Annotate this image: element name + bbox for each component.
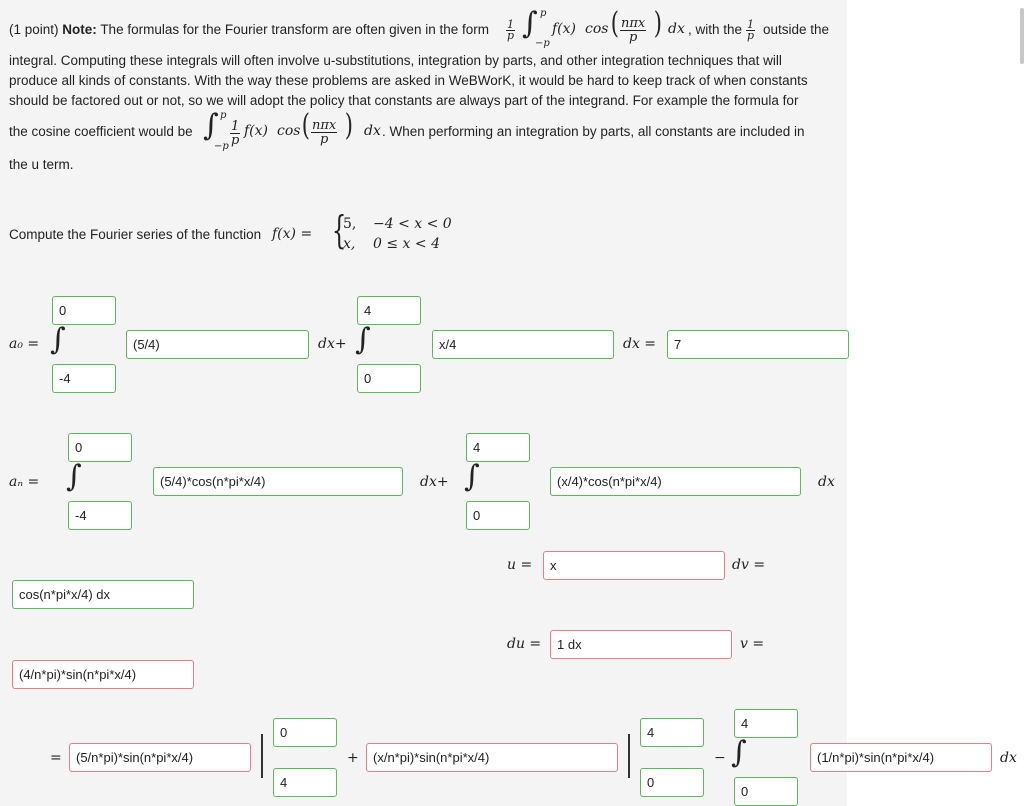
note-text-c: outside the	[763, 22, 830, 37]
cos-text: cos	[585, 21, 609, 37]
case1-condition: −4 < x < 0	[373, 216, 452, 232]
frac-num: 1	[507, 18, 515, 31]
int3-integrand-input[interactable]: (1/n*pi)*sin(n*pi*x/4)	[810, 743, 992, 772]
note-text-b: , with the	[688, 22, 743, 37]
an-label: aₙ =	[9, 474, 40, 490]
frac-den: p	[747, 29, 755, 42]
integral-upper-limit: p	[540, 8, 547, 19]
paren-open: (	[301, 108, 310, 143]
plus-sign: +	[347, 750, 359, 766]
note-line-6: the u term.	[9, 157, 74, 172]
frac-den: p	[319, 132, 329, 147]
eval2-lower-input[interactable]: 0	[640, 768, 704, 797]
compute-text: Compute the Fourier series of the function	[9, 227, 262, 242]
int3-upper-input[interactable]: 4	[734, 709, 798, 738]
integral-sign: ∫	[355, 322, 371, 357]
dx-text: dx	[364, 123, 381, 139]
integral-lower-limit: −p	[214, 141, 229, 152]
note-line-3: produce all kinds of constants. With the way these problems are asked in WeBWorK, it would be hard to keep track of when constants	[9, 73, 808, 88]
integral-sign: ∫	[464, 459, 480, 494]
eval2-expression-input[interactable]: (x/n*pi)*sin(n*pi*x/4)	[366, 743, 618, 772]
a0-label: a₀ =	[9, 336, 40, 352]
v-label: v =	[740, 636, 765, 652]
integral-sign: ∫	[522, 6, 538, 41]
fraction-npix-over-p	[620, 17, 646, 44]
case1-value: 5,	[343, 216, 357, 232]
note-text-a: The formulas for the Fourier transform are often given in the form	[100, 22, 489, 37]
piecewise-brace: {	[331, 208, 347, 252]
fraction-npix-over-p	[311, 119, 337, 146]
f-definition: f(x) =	[272, 226, 313, 242]
paren-open: (	[610, 6, 619, 41]
equals-sign: =	[50, 750, 62, 766]
an-int2-upper-input[interactable]: 4	[466, 433, 530, 462]
int3-lower-input[interactable]: 0	[734, 777, 798, 806]
dv-input[interactable]: cos(n*pi*x/4) dx	[12, 580, 194, 609]
minus-sign: −	[714, 750, 726, 766]
f-of-x: f(x)	[552, 21, 577, 37]
integral-sign: ∫	[66, 459, 82, 494]
paren-close: )	[344, 108, 353, 143]
scrollbar-thumb[interactable]	[1020, 8, 1024, 64]
an-integrand1-input[interactable]: (5/4)*cos(n*pi*x/4)	[153, 467, 403, 496]
dv-label: dv =	[732, 557, 766, 573]
eval-bar-2	[628, 734, 630, 778]
integral-sign: ∫	[203, 108, 219, 143]
a0-int1-upper-input[interactable]: 0	[52, 296, 116, 325]
note-line-1	[9, 20, 489, 40]
an-integrand2-input[interactable]: (x/4)*cos(n*pi*x/4)	[550, 467, 801, 496]
a0-int1-lower-input[interactable]: -4	[52, 364, 116, 393]
u-input[interactable]: x	[543, 551, 725, 580]
integral-sign: ∫	[731, 735, 747, 770]
frac-num: 1	[747, 18, 755, 31]
dx-text: dx	[668, 21, 685, 37]
points-text: (1 point)	[9, 22, 59, 37]
dx-plus: dx+	[318, 336, 347, 352]
an-int1-upper-input[interactable]: 0	[68, 433, 132, 462]
note-line-4: should be factored out or not, so we will adopt the policy that constants are always part of the integrand. For example the formula for	[9, 93, 799, 108]
eval2-upper-input[interactable]: 4	[640, 718, 704, 747]
case2-condition: 0 ≤ x < 4	[373, 236, 440, 252]
fraction-1-over-p-2	[746, 20, 755, 41]
integral-lower-limit: −p	[535, 38, 550, 49]
frac-num: nπx	[621, 16, 646, 31]
an-int1-lower-input[interactable]: -4	[68, 501, 132, 530]
a0-integrand2-input[interactable]: x/4	[432, 330, 614, 359]
eval1-expression-input[interactable]: (5/n*pi)*sin(n*pi*x/4)	[69, 743, 251, 772]
du-label: du =	[507, 636, 542, 652]
a0-int2-lower-input[interactable]: 0	[357, 364, 421, 393]
du-input[interactable]: 1 dx	[550, 630, 732, 659]
eval-bar-1	[261, 734, 263, 778]
eval1-lower-input[interactable]: 4	[273, 768, 337, 797]
eval1-upper-input[interactable]: 0	[273, 718, 337, 747]
a0-int2-upper-input[interactable]: 4	[357, 296, 421, 325]
integral-upper-limit: p	[220, 110, 227, 121]
u-label: u =	[507, 557, 533, 573]
dx-plus: dx+	[420, 474, 449, 490]
frac-den: p	[507, 29, 515, 42]
integral-sign: ∫	[50, 322, 66, 357]
frac-num: nπx	[312, 118, 337, 133]
note-line-5b: . When performing an integration by parts, all constants are included in	[382, 124, 805, 139]
a0-integrand1-input[interactable]: (5/4)	[126, 330, 309, 359]
frac-num: 1	[231, 119, 240, 134]
frac-den: p	[628, 30, 638, 45]
note-label: Note:	[62, 22, 97, 37]
note-line-5a: the cosine coefficient would be	[9, 124, 193, 139]
an-int2-lower-input[interactable]: 0	[466, 501, 530, 530]
note-line-2: integral. Computing these integrals will often involve u-substitutions, integration by parts, and other integration techniques that will	[9, 53, 782, 68]
dx-text: dx	[1000, 750, 1017, 766]
dx-equals: dx =	[623, 336, 657, 352]
cos-text: cos	[277, 123, 301, 139]
v-input[interactable]: (4/n*pi)*sin(n*pi*x/4)	[12, 660, 194, 689]
scrollbar-track[interactable]	[1019, 0, 1024, 806]
dx-text: dx	[818, 474, 835, 490]
case2-value: x,	[343, 236, 356, 252]
f-of-x: f(x)	[244, 123, 269, 139]
fraction-1-over-p	[230, 120, 240, 147]
paren-close: )	[653, 6, 662, 41]
frac-den: p	[231, 133, 240, 148]
fraction-1-over-p	[506, 20, 515, 41]
a0-result-input[interactable]: 7	[667, 330, 849, 359]
